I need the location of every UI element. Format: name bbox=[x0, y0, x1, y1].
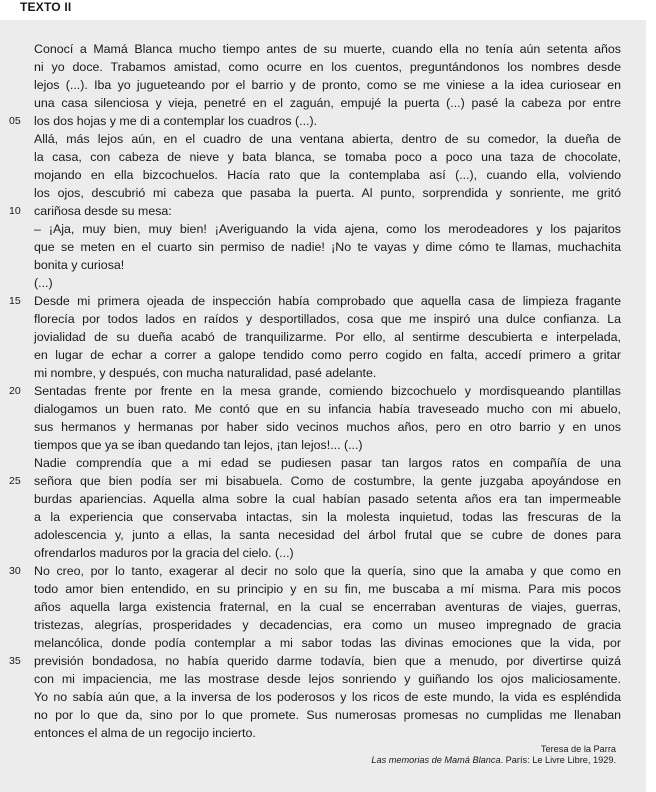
text-line: mojando en ella bizcochuelos. Hacía rato que la contemplaba así (...), cuando ella, volviendo bbox=[34, 168, 621, 182]
text-line: Yo no sabía aún que, a la inversa de los poderosos y los ricos de este mundo, la vida es espléndida bbox=[34, 690, 621, 704]
source-author: Teresa de la Parra bbox=[540, 744, 616, 754]
source-book-title: Las memorias de Mamá Blanca bbox=[371, 755, 501, 765]
text-line: mi nombre, y después, con mucha naturalidad, pasé adelante. bbox=[34, 366, 377, 380]
text-line: No creo, por lo tanto, exagerar al decir no solo que la quería, sino que la amaba y que como en bbox=[34, 564, 621, 578]
text-line: Sentadas frente por frente en la mesa grande, comiendo bizcochuelo y mordisqueando plantillas bbox=[34, 384, 621, 398]
text-line: tiempos que ya se iban quedando tan lejos, ¡tan lejos!... (...) bbox=[34, 438, 363, 452]
text-line: una casa silenciosa y vieja, penetré en el zaguán, empujé la puerta (...) pasé la cabeza por entre bbox=[34, 96, 621, 110]
text-line: (...) bbox=[34, 276, 53, 290]
text-line: a la experiencia que conservaba intactas, sin la molesta inquietud, todas las frescuras de la bbox=[34, 510, 621, 524]
header-bar bbox=[10, 0, 656, 20]
text-line: tristezas, alegrías, prosperidades y decadencias, era como un museo impregnado de gracia bbox=[34, 618, 621, 632]
source-publication: . París: Le Livre Libre, 1929. bbox=[500, 755, 616, 765]
text-line: Allá, más lejos aún, en el cuadro de una ventana abierta, dentro de su comedor, la dueña de bbox=[34, 132, 621, 146]
text-line: bonita y curiosa! bbox=[34, 258, 125, 272]
text-line: ofrendarlos maduros por la gracia del cielo. (...) bbox=[34, 546, 294, 560]
text-line: sus hermanos y hermanas por haber sido vecinos muchos años, pero en otro barrio y en unos bbox=[34, 420, 621, 434]
text-line: señora que bien podía ser mi bisabuela. Como de costumbre, la gente juzgaba apoyándose en bbox=[34, 474, 621, 488]
text-line: adolescencia y, junto a ellas, la santa necesidad del árbol frutal que se cubre de dones para bbox=[34, 528, 621, 542]
text-line: dialogamos un buen rato. Me contó que en su infancia había traveseado mucho con mi abuelo, bbox=[34, 402, 621, 416]
text-line: en lugar de echar a correr a galope tendido como perro cogido en falta, accedí primero a gritar bbox=[34, 348, 621, 362]
text-line: Nadie comprendía que a mi edad se pudiesen pasar tan largos ratos en compañía de una bbox=[34, 456, 621, 470]
text-line: no por lo que da, sino por lo que promete. Sus numerosas promesas no cumplidas me llenaban bbox=[34, 708, 621, 722]
text-line: los ojos, descubrió mi cabeza que pasaba la puerta. Al punto, sorprendida y sonriente, me gritó bbox=[34, 186, 621, 200]
section-title: TEXTO II bbox=[20, 0, 72, 14]
text-line: burdas apariencias. Aquella alma sobre la cual habían pasado setenta años era tan impermeable bbox=[34, 492, 621, 506]
text-line: los dos hojas y me di a contemplar los cuadros (...). bbox=[34, 114, 318, 128]
line-number: 30 bbox=[9, 565, 21, 577]
text-line: previsión bondadosa, no había querido darme todavía, bien que a menudo, por divertirse quizá bbox=[34, 654, 621, 668]
text-line: – ¡Aja, muy bien, muy bien! ¡Averiguando la vida ajena, como los merodeadores y los pajaritos bbox=[34, 222, 621, 236]
text-line: la casa, con cabeza de nieve y bata blanca, se tomaba poco a poco una taza de chocolate, bbox=[34, 150, 621, 164]
text-line: jovialidad de su dueña acabó de tranquilizarme. Por ello, al sentirme descubierta e interpelada, bbox=[34, 330, 621, 344]
text-line: que se meten en el cuarto sin permiso de nadie! ¡No te vayas y dime cómo te llamas, muchachita bbox=[34, 240, 621, 254]
text-line: todo amor bien entendido, en su principio y en su fin, me buscaba a mí misma. Para mis pocos bbox=[34, 582, 621, 596]
line-number: 25 bbox=[9, 475, 21, 487]
line-number: 05 bbox=[9, 115, 21, 127]
line-number: 35 bbox=[9, 655, 21, 667]
text-line: años aquella larga existencia fraternal, en la cual se encerraban aventuras de viajes, guerras, bbox=[34, 600, 621, 614]
source-citation bbox=[371, 755, 616, 766]
line-number: 20 bbox=[9, 385, 21, 397]
text-line: Conocí a Mamá Blanca mucho tiempo antes de su muerte, cuando ella no tenía aún setenta años bbox=[34, 42, 621, 56]
text-line: florecía por todos lados en raídos y desportillados, cosa que me inspiró una dulce confianza. La bbox=[34, 312, 621, 326]
text-line: con mi impaciencia, me las mostrase desde lejos sonriendo y guiñando los ojos maliciosamente. bbox=[34, 672, 621, 686]
line-number: 10 bbox=[9, 205, 21, 217]
text-line: melancólica, donde podía contemplar a mi sabor todas las divinas emociones que la vida, por bbox=[34, 636, 621, 650]
text-line: cariñosa desde su mesa: bbox=[34, 204, 172, 218]
line-number: 15 bbox=[9, 295, 21, 307]
text-line: lejos (...). Iba yo jugueteando por el barrio y de pronto, como se me viniese a la idea curiosear en bbox=[34, 78, 621, 92]
text-panel bbox=[0, 20, 646, 792]
text-line: entonces el alma de un regocijo incierto. bbox=[34, 726, 256, 740]
text-line: Desde mi primera ojeada de inspección había comprobado que aquella casa de limpieza fragante bbox=[34, 294, 621, 308]
text-line: ni yo doce. Trabamos amistad, como ocurre en los cuentos, preguntándonos los nombres desde bbox=[34, 60, 621, 74]
